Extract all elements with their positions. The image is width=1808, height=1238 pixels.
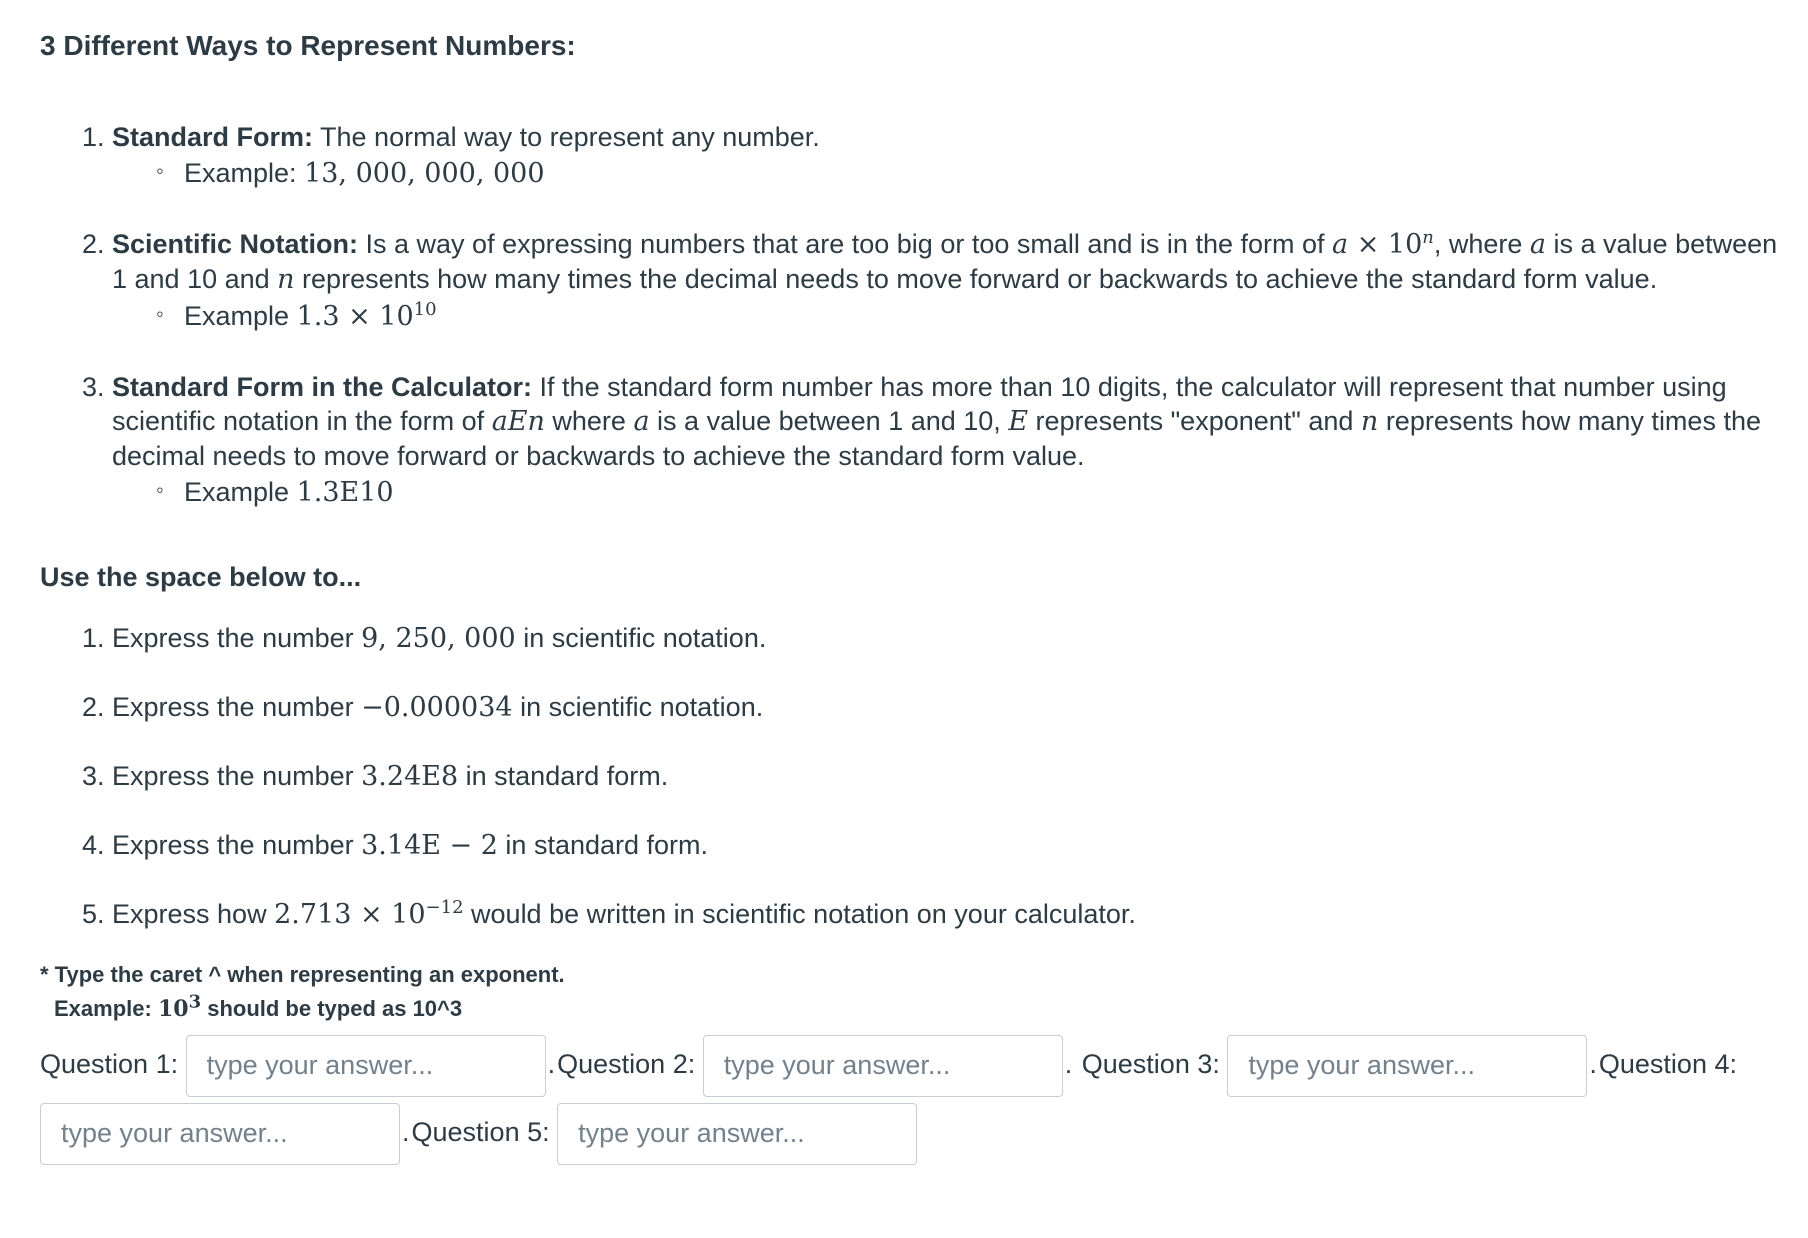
math-exponent: 3 [188,991,202,1013]
question-text: would be written in scientific notation on your calculator. [463,899,1136,929]
bullet-icon: ◦ [156,158,164,183]
question-text: in scientific notation. [512,692,764,722]
section-heading: Use the space below to... [40,562,362,592]
note-text: Example: [54,996,158,1021]
caret-note: * Type the caret ^ when representing an exponent. [40,962,565,987]
questions-list [40,621,1780,932]
question-math: −0.000034 [361,692,513,723]
answer-label-q3: Question 3: [1081,1049,1220,1079]
list-number: 1. [82,122,105,152]
answer-label-q4: Question 4: [1598,1049,1737,1079]
question-text: Express the number [112,623,362,653]
note-text: should be typed as 10^3 [201,996,463,1021]
way-text: is a value between 1 and 10 and [112,229,1778,294]
way-text: Is a way of expressing numbers that are too big or too small and is in the form of [358,229,1332,259]
answer-input-q3[interactable] [1227,1035,1587,1097]
way-calculator-form [82,370,1780,510]
answer-input-q1[interactable] [186,1035,546,1097]
way-title: Scientific Notation: [112,229,359,259]
separator: . [547,1049,556,1079]
example-label: Example [184,301,297,331]
math-var: a [1332,229,1349,260]
math-var: a [633,406,650,437]
question-math: 3.14E − 2 [361,830,498,861]
question-item [82,690,1780,725]
example-math: 13, 000, 000, 000 [304,158,545,189]
question-text: in scientific notation. [515,623,767,653]
example-item [156,299,1780,334]
list-number: 2. [82,229,105,259]
way-text: represents "exponent" and [1028,406,1361,436]
list-number: 2. [82,692,105,722]
question-math: 9, 250, 000 [361,623,516,654]
question-math: 2.713 × 10 [274,899,426,930]
math-exponent: 10 [413,299,437,320]
way-text: , where [1433,229,1530,259]
ways-list [40,120,1780,510]
way-text: If the standard form number has more than 10 digits, the calculator will represent that number using scientific notation in the form of [112,372,1727,436]
example-item [156,475,1780,510]
way-text: where [544,406,634,436]
list-number: 4. [82,830,105,860]
answer-inputs [40,1030,1780,1166]
list-number: 3. [82,372,105,402]
separator: . [1064,1049,1073,1079]
way-text: represents how many times the decimal needs to move forward or backwards to achieve the standard form value. [112,406,1761,471]
way-text: The normal way to represent any number. [313,122,820,152]
math-exponent: −12 [425,897,464,918]
question-text: Express the number [112,761,362,791]
way-standard-form [82,120,1780,191]
answer-label-q5: Question 5: [411,1117,550,1147]
question-text: Express the number [112,692,362,722]
way-text: is a value between 1 and 10, [649,406,1009,436]
answer-input-q2[interactable] [703,1035,1063,1097]
math-var: a [1529,229,1547,260]
bullet-icon: ◦ [156,477,164,502]
answer-input-q4[interactable] [40,1103,400,1165]
question-math: 3.24E8 [361,761,459,792]
math-var: aEn [491,406,545,437]
question-text: Express the number [112,830,362,860]
question-item [82,759,1780,794]
math-var: E [1008,406,1029,437]
answer-label-q1: Question 1: [40,1049,179,1079]
separator: . [402,1117,410,1147]
question-item [82,828,1780,863]
separator: . [1589,1049,1597,1079]
question-item [82,897,1780,932]
answer-input-q5[interactable] [557,1103,917,1165]
question-text: in standard form. [497,830,709,860]
example-item [156,156,1780,191]
list-number: 5. [82,899,105,929]
way-scientific-notation [82,227,1780,334]
example-label: Example [184,477,297,507]
way-text: represents how many times the decimal needs to move forward or backwards to achieve the standard form value. [294,264,1658,294]
bullet-icon: ◦ [156,301,164,326]
way-title: Standard Form in the Calculator: [112,372,533,402]
example-math: 1.3E10 [296,477,394,508]
question-item [82,621,1780,656]
math-exponent: n [1422,227,1434,248]
caret-example [54,992,1780,1026]
note-math: 10 [157,996,189,1022]
example-label: Example: [184,158,305,188]
math-times: × 10 [1348,229,1423,260]
list-number: 1. [82,623,105,653]
math-var: n [277,264,295,295]
page-title: 3 Different Ways to Represent Numbers: [40,30,576,61]
question-text: in standard form. [458,761,669,791]
math-var: n [1360,406,1379,437]
answer-label-q2: Question 2: [557,1049,696,1079]
question-text: Express how [112,899,275,929]
list-number: 3. [82,761,105,791]
example-math: 1.3 × 10 [296,301,414,332]
way-title: Standard Form: [112,122,314,152]
page-content [40,30,1780,1166]
